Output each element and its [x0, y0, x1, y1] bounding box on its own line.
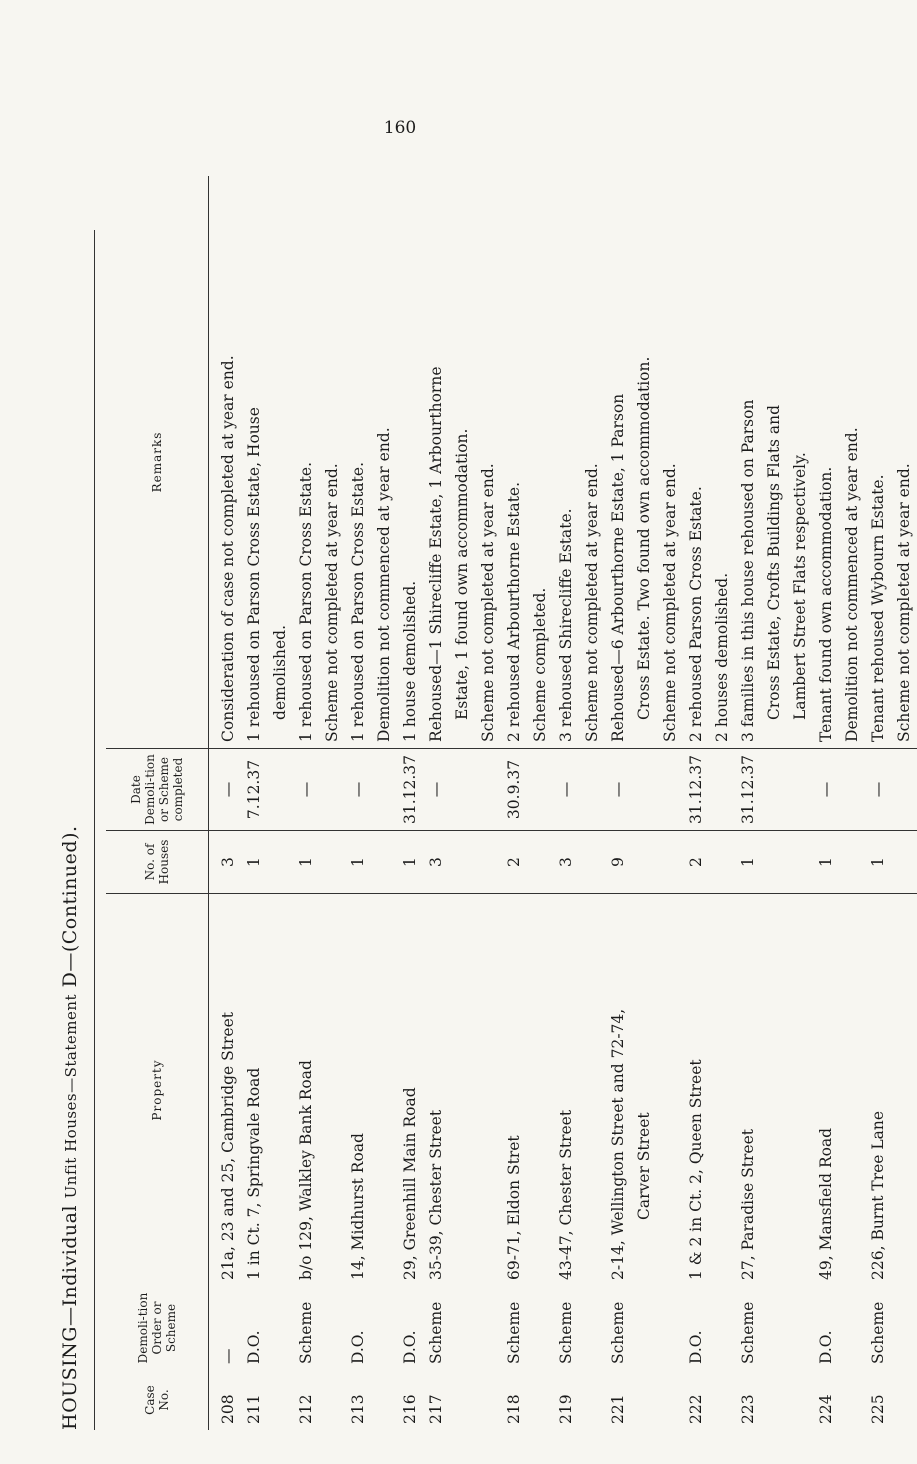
remark-line: 3 rehoused Shirecliffe Estate.	[557, 508, 575, 742]
remarks	[345, 176, 397, 749]
remark-line: Estate, 1 found own accommodation.	[453, 428, 471, 720]
completion-date: —	[813, 748, 865, 830]
completion-date: —	[423, 748, 501, 830]
remarks	[209, 176, 242, 749]
col-order: Demoli-tion Order or Scheme	[106, 1286, 209, 1370]
remarks	[605, 176, 683, 749]
case-no: 216	[401, 1394, 419, 1424]
heading-suffix: D—(Continued).	[59, 825, 81, 988]
col-houses: No. of Houses	[106, 831, 209, 894]
remark-line: Consideration of case not completed at year end.	[219, 355, 237, 742]
remark-line: 1 rehoused on Parson Cross Estate.	[297, 462, 315, 742]
order-type: —	[219, 1348, 237, 1364]
remarks	[423, 176, 501, 749]
completion-date: —	[345, 748, 397, 830]
completion-date: —	[553, 748, 605, 830]
table-row	[813, 176, 865, 1430]
property-text: 27, Paradise Street	[739, 1129, 757, 1280]
case-no: 225	[869, 1394, 887, 1424]
houses-count: 1	[241, 831, 293, 894]
page-number: 160	[383, 118, 417, 138]
completion-date: 31.12.37	[683, 748, 735, 830]
property	[293, 894, 345, 1287]
col-case-no: Case No.	[106, 1370, 209, 1430]
remark-line: 3 families in this house rehoused on Parson	[739, 399, 757, 742]
property	[209, 894, 242, 1287]
remark-line: Tenant found own accommodation.	[817, 466, 835, 742]
property-text: 35-39, Chester Street	[427, 1109, 445, 1280]
property-text-cont: Carver Street	[635, 1112, 653, 1220]
page-heading	[50, 50, 90, 1430]
case-no: 223	[739, 1394, 757, 1424]
table-row	[735, 176, 813, 1430]
houses-count: 1	[397, 831, 423, 894]
remark-line: Rehoused—1 Shirecliffe Estate, 1 Arbourthorne	[427, 366, 445, 742]
remarks	[735, 176, 813, 749]
property-text: 1 & 2 in Ct. 2, Queen Street	[687, 1059, 705, 1280]
order-type: D.O.	[687, 1330, 705, 1364]
table-row	[423, 176, 501, 1430]
houses-count: 3	[553, 831, 605, 894]
case-no: 208	[219, 1394, 237, 1424]
houses-count: 2	[501, 831, 553, 894]
houses-count: 2	[683, 831, 735, 894]
property-text: 1 in Ct. 7, Springvale Road	[245, 1067, 263, 1280]
table-row	[209, 176, 242, 1430]
remark-line: Demolition not commenced at year end.	[843, 427, 861, 742]
property-text: 21a, 23 and 25, Cambridge Street	[219, 1012, 237, 1280]
remark-line: Rehoused—6 Arbourthorne Estate, 1 Parson	[609, 393, 627, 742]
order-type: Scheme	[297, 1301, 315, 1364]
completion-date: 7.12.37	[241, 748, 293, 830]
remark-line: Scheme not completed at year end.	[323, 463, 341, 742]
property	[345, 894, 397, 1287]
remarks	[813, 176, 865, 749]
completion-date: 31.12.37	[397, 748, 423, 830]
property	[241, 894, 293, 1287]
heading-prefix: HOUSING—Individual	[59, 1204, 81, 1430]
remark-line: demolished.	[271, 624, 289, 720]
col-date: Date Demoli-tion or Scheme completed	[106, 748, 209, 830]
col-property: Property	[106, 894, 209, 1287]
remark-line: Cross Estate. Two found own accommodation.	[635, 356, 653, 720]
property	[501, 894, 553, 1287]
completion-date: —	[293, 748, 345, 830]
remarks	[865, 176, 917, 749]
remark-line: 2 houses demolished.	[713, 572, 731, 742]
remark-line: Scheme completed.	[531, 587, 549, 742]
order-type: D.O.	[245, 1330, 263, 1364]
table-row	[241, 176, 293, 1430]
col-remarks: Remarks	[106, 176, 209, 749]
remark-line: Lambert Street Flats respectively.	[791, 452, 809, 720]
property	[813, 894, 865, 1287]
order-type: D.O.	[349, 1330, 367, 1364]
table-body	[209, 176, 917, 1430]
remarks	[501, 176, 553, 749]
remark-line: 2 rehoused Parson Cross Estate.	[687, 486, 705, 742]
houses-count: 1	[735, 831, 813, 894]
property-text: 29, Greenhill Main Road	[401, 1087, 419, 1280]
property-text: b/o 129, Walkley Bank Road	[297, 1060, 315, 1280]
remark-line: Scheme not completed at year end.	[895, 463, 913, 742]
order-type: Scheme	[505, 1301, 523, 1364]
order-type: Scheme	[427, 1301, 445, 1364]
records-table	[106, 176, 917, 1430]
property-text: 69-71, Eldon Stret	[505, 1135, 523, 1280]
order-type: Scheme	[557, 1301, 575, 1364]
property	[865, 894, 917, 1287]
remark-line: 2 rehoused Arbourthorne Estate.	[505, 481, 523, 742]
property-text: 14, Midhurst Road	[349, 1133, 367, 1280]
remark-line: 1 rehoused on Parson Cross Estate, House	[245, 407, 263, 742]
remark-line: Cross Estate, Crofts Buildings Flats and	[765, 404, 783, 720]
table-row	[553, 176, 605, 1430]
remarks	[553, 176, 605, 749]
header-row	[106, 176, 209, 1430]
houses-count: 1	[293, 831, 345, 894]
order-type: Scheme	[609, 1301, 627, 1364]
table-row	[345, 176, 397, 1430]
table-row	[293, 176, 345, 1430]
heading-middle: Unfit Houses—Statement	[62, 993, 80, 1199]
case-no: 219	[557, 1394, 575, 1424]
remarks	[683, 176, 735, 749]
case-no: 217	[427, 1394, 445, 1424]
remark-line: Tenant rehoused Wybourn Estate.	[869, 474, 887, 742]
houses-count: 1	[865, 831, 917, 894]
case-no: 211	[245, 1394, 263, 1424]
property	[605, 894, 683, 1287]
completion-date: 30.9.37	[501, 748, 553, 830]
case-no: 213	[349, 1394, 367, 1424]
remark-line: Demolition not commenced at year end.	[375, 427, 393, 742]
table-row	[605, 176, 683, 1430]
order-type: D.O.	[401, 1330, 419, 1364]
property-text: 2-14, Wellington Street and 72-74,	[609, 1008, 627, 1280]
remark-line: 1 house demolished.	[401, 580, 419, 742]
property	[423, 894, 501, 1287]
table-row	[397, 176, 423, 1430]
property	[397, 894, 423, 1287]
remarks	[241, 176, 293, 749]
property-text: 226, Burnt Tree Lane	[869, 1110, 887, 1280]
order-type: Scheme	[869, 1301, 887, 1364]
case-no: 224	[817, 1394, 835, 1424]
property	[683, 894, 735, 1287]
table-row	[683, 176, 735, 1430]
property-text: 49, Mansfield Road	[817, 1127, 835, 1280]
houses-count: 3	[423, 831, 501, 894]
remark-line: Scheme not completed at year end.	[661, 463, 679, 742]
case-no: 221	[609, 1394, 627, 1424]
property	[735, 894, 813, 1287]
completion-date: —	[605, 748, 683, 830]
houses-count: 3	[209, 831, 242, 894]
remark-line: Scheme not completed at year end.	[479, 463, 497, 742]
order-type: Scheme	[739, 1301, 757, 1364]
completion-date: —	[865, 748, 917, 830]
completion-date: 31.12.37	[735, 748, 813, 830]
remark-line: Scheme not completed at year end.	[583, 463, 601, 742]
remarks	[293, 176, 345, 749]
completion-date: —	[209, 748, 242, 830]
property	[553, 894, 605, 1287]
remark-line: 1 rehoused on Parson Cross Estate.	[349, 462, 367, 742]
case-no: 222	[687, 1394, 705, 1424]
heading-rule	[94, 230, 95, 1430]
houses-count: 1	[345, 831, 397, 894]
remarks	[397, 176, 423, 749]
case-no: 212	[297, 1394, 315, 1424]
property-text: 43-47, Chester Street	[557, 1109, 575, 1280]
order-type: D.O.	[817, 1330, 835, 1364]
houses-count: 9	[605, 831, 683, 894]
rotated-page	[50, 50, 913, 1430]
table-row	[501, 176, 553, 1430]
houses-count: 1	[813, 831, 865, 894]
case-no: 218	[505, 1394, 523, 1424]
table-row	[865, 176, 917, 1430]
